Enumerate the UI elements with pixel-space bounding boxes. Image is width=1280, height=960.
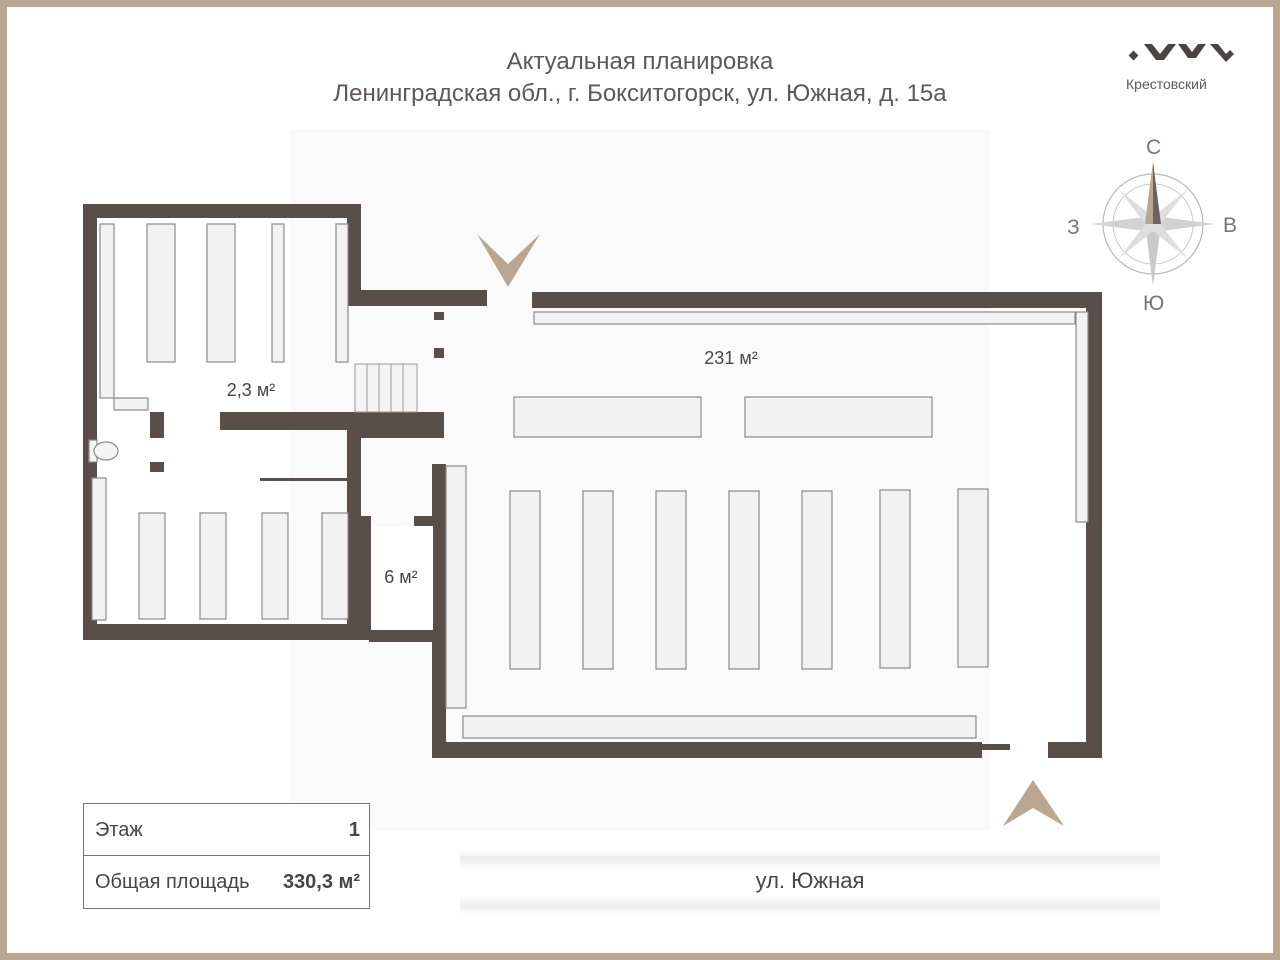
- street-name-label: ул. Южная: [755, 868, 865, 893]
- small-room-area-label: 6 м²: [384, 567, 418, 587]
- floor-value: 1: [348, 819, 360, 841]
- compass-rose-icon: [1091, 162, 1215, 286]
- compass-west-label: З: [1067, 216, 1080, 239]
- floor-label: Этаж: [95, 819, 143, 841]
- plan-address: Ленинградская обл., г. Бокситогорск, ул. Южная, д. 15а: [333, 80, 947, 107]
- main-hall-area-label: 231 м²: [704, 348, 758, 368]
- storage-area-label: 2,3 м²: [226, 380, 276, 400]
- area-row: [84, 856, 369, 908]
- compass-south-label: Ю: [1143, 292, 1165, 315]
- floor-row: [84, 804, 369, 856]
- plan-title: Актуальная планировка: [506, 48, 774, 75]
- compass-east-label: В: [1223, 214, 1238, 237]
- logo-text: Крестовский: [1126, 76, 1207, 92]
- compass-north-label: С: [1146, 136, 1162, 159]
- total-area-label: Общая площадь: [95, 871, 250, 893]
- staircase: [355, 364, 417, 412]
- toilet-icon: [89, 440, 118, 462]
- total-area-value: 330,3 м²: [282, 871, 360, 893]
- info-table: [83, 803, 370, 909]
- corridor-door-line: [260, 478, 348, 481]
- bottom-entrance-arrow-icon: [1003, 780, 1064, 826]
- door-step: [980, 744, 1010, 750]
